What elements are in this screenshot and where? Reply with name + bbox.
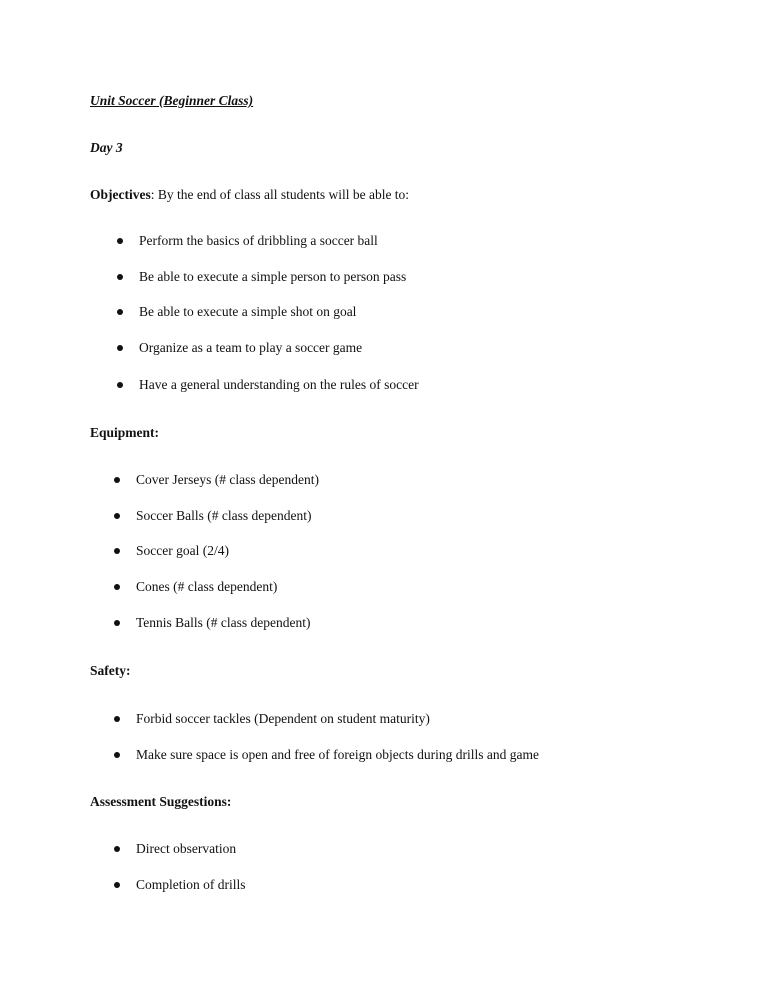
bullet-icon xyxy=(114,548,120,554)
objective-item: Be able to execute a simple shot on goal xyxy=(139,304,357,319)
equipment-item: Soccer goal (2/4) xyxy=(136,543,229,558)
equipment-item: Cones (# class dependent) xyxy=(136,579,278,594)
safety-heading: Safety: xyxy=(90,663,131,678)
bullet-icon xyxy=(114,477,120,483)
objective-item: Be able to execute a simple person to person pass xyxy=(139,269,407,284)
document-title: Unit Soccer (Beginner Class) xyxy=(90,93,254,108)
bullet-icon xyxy=(114,620,120,626)
objective-item: Organize as a team to play a soccer game xyxy=(139,340,363,355)
bullet-icon xyxy=(117,238,123,244)
objectives-intro-text: : By the end of class all students will be able to: xyxy=(150,187,410,202)
assessment-item: Completion of drills xyxy=(136,877,246,892)
assessment-item: Direct observation xyxy=(136,841,237,856)
safety-item: Forbid soccer tackles (Dependent on student maturity) xyxy=(136,711,430,726)
bullet-icon xyxy=(117,382,123,388)
bullet-icon xyxy=(114,752,120,758)
objective-item: Perform the basics of dribbling a soccer ball xyxy=(139,233,378,248)
safety-item: Make sure space is open and free of foreign objects during drills and game xyxy=(136,747,539,762)
assessment-heading: Assessment Suggestions: xyxy=(90,794,232,809)
objectives-heading: Objectives xyxy=(90,187,151,202)
objectives-intro xyxy=(90,186,409,204)
bullet-icon xyxy=(114,846,120,852)
equipment-heading: Equipment: xyxy=(90,425,160,440)
bullet-icon xyxy=(114,716,120,722)
bullet-icon xyxy=(117,274,123,280)
bullet-icon xyxy=(114,584,120,590)
objective-item: Have a general understanding on the rules of soccer xyxy=(139,377,419,392)
bullet-icon xyxy=(117,345,123,351)
equipment-item: Tennis Balls (# class dependent) xyxy=(136,615,311,630)
bullet-icon xyxy=(114,882,120,888)
equipment-item: Soccer Balls (# class dependent) xyxy=(136,508,312,523)
bullet-icon xyxy=(114,513,120,519)
equipment-item: Cover Jerseys (# class dependent) xyxy=(136,472,319,487)
bullet-icon xyxy=(117,309,123,315)
day-label: Day 3 xyxy=(90,140,123,155)
